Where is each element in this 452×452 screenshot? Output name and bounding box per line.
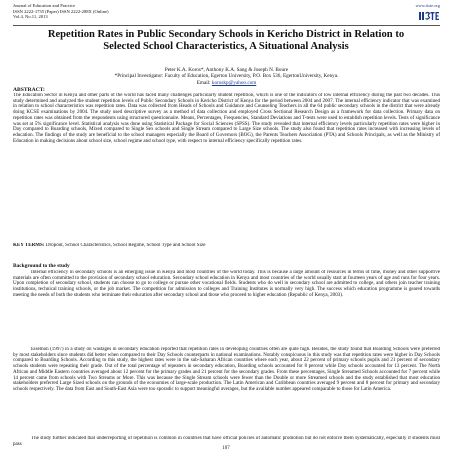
journal-volume: Vol.4, No.11, 2013 (13, 14, 48, 20)
journal-name: Journal of Education and Practice (13, 3, 75, 8)
abstract-text: The Education Sector in Kenya and other parts of the world has faced many challenges particularly student repetition, which is one of the indicators of low internal efficiency during the past two decades. This study determined and analyzed the student repetition levels of Public Secondary Schools in Kericho District of Kenya for the period between 2004 and 2007. The internal efficiency indicator that was examined in relation to school characteristics was repetition rates. Data was collected from Heads of Schools and Guidance and Counseling Teachers in all the 64 public secondary schools in the district that were already doing KCSE examinations by 2004. The study used descriptive survey as a method of data collection and employed Cross Sectional Research Design as a framework for data collection. Primary data on repetition rates was obtained from the respondents using structured questionnaire. Means, Percentages, Frequencies, Standard Deviations and T-tests were used to establish repetition levels. Tests of significance was set at 5% significance level. Statistical analysis was done using Statistical Package for Social Sciences (SPSS). The study revealed that internal efficiency levels particularly repetition rates were higher in Day compared to Boarding schools, Mixed compared to Single Sex schools and Single Stream compared to Large Size schools. The study also found that repetition rates increased with increasing levels of education. The findings of the study are beneficial to the school managers especially the Board of Governors (BOG), the Parents Teachers Association (PTA) and Schools Principals, as well as the Ministry of Education in making decisions about school size, school regime and school type, with respect to internal efficiency specifically repetition rates. (13, 93, 440, 144)
journal-url[interactable]: www.iiste.org (415, 3, 440, 8)
journal-logo (408, 3, 440, 26)
journal-issn: ISSN 2222-1735 (Paper) ISSN 2222-288X (Online) (13, 8, 109, 14)
keywords-text: Dropout, School Characteristics, School Regime, School Type and School Size (45, 243, 206, 248)
author-block (13, 67, 440, 86)
author-email-line (13, 80, 440, 86)
body-paragraph-2: Eisemon (1997) in a study on wastages in secondary education reported that repetition rates in developing countries often are quite high. Besides, the study found that Boarding Schools were preferred by most stakeholders since students did better when compared to their Day Schools counterparts in national examinations. Notably conspicuous in this study was that repetition rates were higher in Day Schools compared to Boarding Schools. According to this study, the highest rates were in the sub-Saharan African countries where each year, about 22 percent of primary schools pupils and 21 percent of secondary schools students were repeating their grade. Out of the total percentage of repeaters in secondary education, Boarding schools accounted for 8 percent while Day schools accounted for 13 percent. The North African and Middle Eastern countries averaged about 12 percent for the primary grades and 21 percent for the secondary grades. From these percentages, Single Streamed Schools accounted for 7 percent while 14 percent came from schools with Two Streams or More. This was because the Single Stream schools were fewer than the Double or more Streamed schools and the study established that most education stakeholders preferred Large Sized schools on the grounds of the economies of large-scale production. The Latin American and Caribbean countries averaged 9 percent and 8 percent for primary and secondary schools respectively. The data from East and South-East Asia were too sporadic to support meaningful averages, but the available number appeared comparable to those for Latin America. (13, 347, 440, 393)
section-heading: Background to the study (13, 263, 70, 269)
paper-title: Repetition Rates in Public Secondary Schools in Kericho District in Relation to Selected School Characteristics, A Situational Analysis (47, 29, 405, 53)
author-affiliation: *Principal Investigator: Faculty of Education, Egerton University, P.O. Box 536, EgertonUniversity, Kenya. (114, 73, 339, 80)
email-link[interactable]: koroskp@yahoo.com (211, 79, 257, 86)
keywords-line (13, 243, 440, 255)
body-paragraph-1: Internal efficiency in secondary schools is an emerging issue in Kenya and most countries of the world today. This is because a large amount of resources in terms of time, money and other supportive materials are often committed to the provision of secondary school education. Secondary school education in Kenya and most countries of the world usually start at fourteen years of age and runs for four years. Upon completion of secondary school, students can choose to go to college or pursue other vocational fields. Students who do well in secondary school are admitted to college, and others join teacher training institutions, technical training schools, or the job market. The competition for admission to colleges and Training Institutes is normally very high. The success which education programme is geared towards meeting the needs of both the students who terminate their education after secondary school and those who proceed to higher education (Republic of Kenya, 2003). (13, 270, 440, 298)
page-number: 107 (222, 446, 230, 451)
iiste-logo-icon (418, 11, 440, 21)
author-names: Peter K.A. Koros*, Anthony K.A. Sang & Joseph N. Boure (164, 67, 289, 73)
abstract-heading: ABSTRACT: (13, 87, 45, 93)
header-divider (13, 25, 440, 26)
journal-header (13, 3, 109, 20)
keywords-label: KEY TERMS: (13, 243, 45, 248)
email-label: Email: (196, 79, 211, 86)
body-paragraph-3: The study further indicated that underreporting of repetition is common in countries that have official policies of automatic promotion but do not enforce them systematically, especially if students must pass (13, 436, 440, 447)
